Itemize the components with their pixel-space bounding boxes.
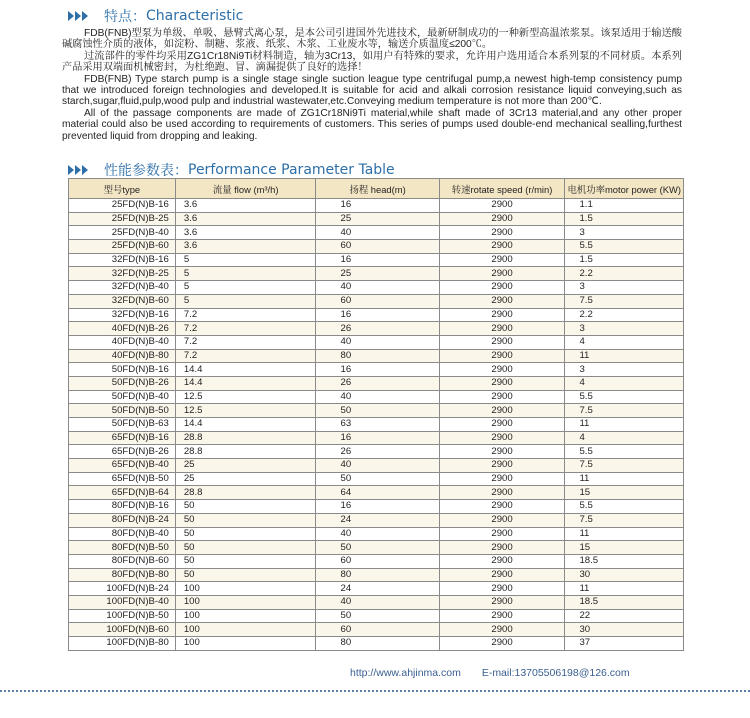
table-cell: 25FD(N)B-40 — [69, 226, 176, 240]
table-cell: 5.5 — [565, 240, 684, 254]
table-cell: 16 — [316, 308, 439, 322]
table-row — [69, 226, 684, 240]
heading-zh: 特点： — [104, 9, 146, 25]
table-row — [69, 335, 684, 349]
footer-contact — [350, 667, 648, 679]
table-cell: 16 — [316, 500, 439, 514]
table-row — [69, 431, 684, 445]
table-cell: 2900 — [439, 308, 565, 322]
table-cell: 50 — [175, 513, 316, 527]
table-cell: 1.5 — [565, 253, 684, 267]
table-row — [69, 308, 684, 322]
table-cell: 7.5 — [565, 513, 684, 527]
table-cell: 2900 — [439, 212, 565, 226]
table-cell: 40FD(N)B-40 — [69, 335, 176, 349]
table-cell: 25 — [175, 472, 316, 486]
table-row — [69, 363, 684, 377]
table-cell: 5.5 — [565, 445, 684, 459]
heading-zh: 性能参数表： — [104, 163, 188, 179]
table-cell: 80 — [316, 637, 439, 651]
table-cell: 25FD(N)B-60 — [69, 240, 176, 254]
table-cell: 65FD(N)B-40 — [69, 459, 176, 473]
table-cell: 16 — [316, 363, 439, 377]
table-cell: 30 — [565, 623, 684, 637]
table-row — [69, 568, 684, 582]
table-cell: 50FD(N)B-16 — [69, 363, 176, 377]
table-cell: 40 — [316, 527, 439, 541]
table-cell: 32FD(N)B-16 — [69, 253, 176, 267]
table-cell: 2900 — [439, 281, 565, 295]
triple-chevron-right-icon — [68, 165, 90, 175]
table-cell: 50 — [316, 609, 439, 623]
table-cell: 14.4 — [175, 418, 316, 432]
table-cell: 37 — [565, 637, 684, 651]
table-cell: 32FD(N)B-40 — [69, 281, 176, 295]
col-header-flow: 流量 flow (m³/h) — [175, 179, 316, 199]
table-cell: 40 — [316, 281, 439, 295]
table-cell: 11 — [565, 349, 684, 363]
table-row — [69, 513, 684, 527]
footer-divider — [0, 690, 750, 692]
col-header-head: 扬程 head(m) — [316, 179, 439, 199]
table-cell: 25 — [316, 212, 439, 226]
table-cell: 15 — [565, 486, 684, 500]
table-cell: 2900 — [439, 390, 565, 404]
table-cell: 80FD(N)B-16 — [69, 500, 176, 514]
performance-table — [68, 178, 684, 651]
table-cell: 100FD(N)B-40 — [69, 595, 176, 609]
table-cell: 63 — [316, 418, 439, 432]
table-row — [69, 472, 684, 486]
table-cell: 2.2 — [565, 267, 684, 281]
table-cell: 40 — [316, 226, 439, 240]
table-cell: 5 — [175, 281, 316, 295]
paragraph-en-1: FDB(FNB) Type starch pump is a single stage single suction league type centrifugal pump,a newest high-temp consistency pump that we introduced foreign technologies and developed.It is suitable for acid and alkali corrosion resistance liquid conveying,such as starch,sugar,fluid,pulp,wood pulp and industrial wastewater,etc.Conveying medium temperature is not more than 200℃. — [62, 73, 682, 108]
table-row — [69, 500, 684, 514]
paragraph-zh-1: FDB(FNB)型泵为单级、单吸、悬臂式离心泵，是本公司引进国外先进技术，最新研制成功的一种新型高温浓浆泵。该泵适用于输送酸碱腐蚀性介质的液体，如淀粉、制糖、浆液、纸浆、木浆、工业废水等，输送介质温度≤200℃。 — [62, 28, 682, 51]
table-cell: 100FD(N)B-80 — [69, 637, 176, 651]
table-cell: 100FD(N)B-24 — [69, 582, 176, 596]
table-cell: 60 — [316, 240, 439, 254]
section-heading-characteristic — [68, 6, 243, 26]
table-cell: 3.6 — [175, 240, 316, 254]
table-cell: 26 — [316, 322, 439, 336]
website-link[interactable]: http://www.ahjinma.com — [350, 667, 461, 679]
table-cell: 100 — [175, 637, 316, 651]
table-cell: 12.5 — [175, 390, 316, 404]
table-cell: 2900 — [439, 513, 565, 527]
table-cell: 18.5 — [565, 595, 684, 609]
table-body — [69, 199, 684, 651]
table-row — [69, 376, 684, 390]
table-cell: 26 — [316, 445, 439, 459]
table-row — [69, 554, 684, 568]
table-cell: 16 — [316, 431, 439, 445]
table-cell: 2900 — [439, 431, 565, 445]
table-cell: 32FD(N)B-60 — [69, 294, 176, 308]
table-cell: 80FD(N)B-80 — [69, 568, 176, 582]
table-row — [69, 541, 684, 555]
table-cell: 3.6 — [175, 212, 316, 226]
table-cell: 3.6 — [175, 199, 316, 213]
table-cell: 12.5 — [175, 404, 316, 418]
table-row — [69, 212, 684, 226]
table-cell: 2900 — [439, 500, 565, 514]
table-cell: 25 — [175, 459, 316, 473]
table-cell: 65FD(N)B-16 — [69, 431, 176, 445]
table-cell: 3.6 — [175, 226, 316, 240]
paragraph-en-2: All of the passage components are made of ZG1Cr18Ni9Ti material,while shaft made of 3Cr13 material,and any other proper material could also be used according to requirements of customers. This series of pumps used double-end mechanical sealling,furthest prevented liquid from dropping and leaking. — [62, 107, 682, 142]
table-cell: 40FD(N)B-26 — [69, 322, 176, 336]
table-cell: 80FD(N)B-60 — [69, 554, 176, 568]
table-cell: 50 — [175, 568, 316, 582]
col-header-speed: 转速rotate speed (r/min) — [439, 179, 565, 199]
table-cell: 100 — [175, 582, 316, 596]
table-cell: 24 — [316, 582, 439, 596]
table-cell: 2900 — [439, 472, 565, 486]
table-cell: 1.1 — [565, 199, 684, 213]
table-cell: 100FD(N)B-60 — [69, 623, 176, 637]
table-row — [69, 609, 684, 623]
table-cell: 7.2 — [175, 349, 316, 363]
table-cell: 80FD(N)B-40 — [69, 527, 176, 541]
table-cell: 5 — [175, 267, 316, 281]
table-cell: 100FD(N)B-50 — [69, 609, 176, 623]
table-cell: 5 — [175, 294, 316, 308]
table-row — [69, 240, 684, 254]
table-cell: 2900 — [439, 335, 565, 349]
table-cell: 65FD(N)B-26 — [69, 445, 176, 459]
table-cell: 2900 — [439, 253, 565, 267]
table-cell: 3 — [565, 322, 684, 336]
table-cell: 40 — [316, 335, 439, 349]
table-cell: 28.8 — [175, 445, 316, 459]
heading-en: Characteristic — [146, 8, 244, 24]
table-cell: 60 — [316, 294, 439, 308]
email-link[interactable]: E-mail:13705506198@126.com — [481, 667, 630, 679]
table-cell: 2900 — [439, 363, 565, 377]
table-cell: 100 — [175, 609, 316, 623]
table-cell: 2900 — [439, 294, 565, 308]
table-cell: 4 — [565, 431, 684, 445]
table-cell: 11 — [565, 582, 684, 596]
table-cell: 2900 — [439, 623, 565, 637]
table-row — [69, 404, 684, 418]
table-cell: 2900 — [439, 609, 565, 623]
table-cell: 25FD(N)B-25 — [69, 212, 176, 226]
table-cell: 7.5 — [565, 294, 684, 308]
table-cell: 64 — [316, 486, 439, 500]
table-cell: 3 — [565, 281, 684, 295]
table-cell: 2900 — [439, 582, 565, 596]
table-cell: 16 — [316, 253, 439, 267]
table-cell: 16 — [316, 199, 439, 213]
table-cell: 28.8 — [175, 431, 316, 445]
table-cell: 25FD(N)B-16 — [69, 199, 176, 213]
table-cell: 2900 — [439, 459, 565, 473]
table-cell: 50 — [316, 541, 439, 555]
table-cell: 2900 — [439, 226, 565, 240]
table-cell: 2900 — [439, 349, 565, 363]
table-cell: 50FD(N)B-50 — [69, 404, 176, 418]
table-cell: 4 — [565, 335, 684, 349]
table-cell: 100 — [175, 623, 316, 637]
table-cell: 2900 — [439, 554, 565, 568]
paragraph-zh-2: 过流部件的零件均采用ZG1Cr18Ni9Ti材料制造，轴为3Cr13，如用户有特殊的要求，允许用户选用适合本系列泵的不同材质。本系列产品采用双端面机械密封，为杜绝跑、冒、滴漏提供了良好的选择！ — [62, 50, 682, 74]
table-cell: 2900 — [439, 240, 565, 254]
table-cell: 2900 — [439, 199, 565, 213]
table-row — [69, 527, 684, 541]
table-cell: 80FD(N)B-50 — [69, 541, 176, 555]
table-cell: 65FD(N)B-64 — [69, 486, 176, 500]
table-cell: 18.5 — [565, 554, 684, 568]
table-row — [69, 418, 684, 432]
table-cell: 3 — [565, 226, 684, 240]
table-row — [69, 595, 684, 609]
table-cell: 40 — [316, 595, 439, 609]
table-cell: 2900 — [439, 595, 565, 609]
table-header-row — [69, 179, 684, 199]
table-cell: 2900 — [439, 486, 565, 500]
table-cell: 50 — [175, 554, 316, 568]
table-cell: 7.5 — [565, 459, 684, 473]
table-cell: 5 — [175, 253, 316, 267]
table-cell: 2900 — [439, 445, 565, 459]
table-cell: 30 — [565, 568, 684, 582]
table-cell: 7.2 — [175, 335, 316, 349]
table-row — [69, 199, 684, 213]
table-cell: 5.5 — [565, 500, 684, 514]
table-row — [69, 623, 684, 637]
table-cell: 65FD(N)B-50 — [69, 472, 176, 486]
table-cell: 22 — [565, 609, 684, 623]
table-cell: 4 — [565, 376, 684, 390]
table-cell: 7.5 — [565, 404, 684, 418]
table-row — [69, 486, 684, 500]
table-row — [69, 582, 684, 596]
table-cell: 100 — [175, 595, 316, 609]
table-cell: 2900 — [439, 322, 565, 336]
table-row — [69, 445, 684, 459]
table-cell: 15 — [565, 541, 684, 555]
table-cell: 80 — [316, 349, 439, 363]
table-cell: 5.5 — [565, 390, 684, 404]
table-cell: 50 — [316, 404, 439, 418]
table-cell: 2.2 — [565, 308, 684, 322]
table-cell: 11 — [565, 418, 684, 432]
table-cell: 11 — [565, 527, 684, 541]
table-cell: 2900 — [439, 376, 565, 390]
table-row — [69, 322, 684, 336]
col-header-power: 电机功率motor power (KW) — [565, 179, 684, 199]
table-cell: 2900 — [439, 541, 565, 555]
table-cell: 60 — [316, 554, 439, 568]
table-cell: 50 — [175, 500, 316, 514]
table-cell: 80 — [316, 568, 439, 582]
table-cell: 2900 — [439, 568, 565, 582]
table-cell: 25 — [316, 267, 439, 281]
table-cell: 60 — [316, 623, 439, 637]
table-row — [69, 637, 684, 651]
table-cell: 1.5 — [565, 212, 684, 226]
table-cell: 2900 — [439, 267, 565, 281]
table-cell: 50FD(N)B-40 — [69, 390, 176, 404]
table-row — [69, 281, 684, 295]
table-cell: 14.4 — [175, 363, 316, 377]
table-cell: 3 — [565, 363, 684, 377]
section-heading-performance — [68, 160, 395, 180]
table-row — [69, 267, 684, 281]
table-row — [69, 349, 684, 363]
table-cell: 24 — [316, 513, 439, 527]
characteristic-text — [62, 28, 682, 142]
table-row — [69, 253, 684, 267]
table-cell: 14.4 — [175, 376, 316, 390]
table-cell: 50 — [175, 541, 316, 555]
col-header-type: 型号type — [69, 179, 176, 199]
table-cell: 7.2 — [175, 308, 316, 322]
table-row — [69, 390, 684, 404]
table-cell: 32FD(N)B-25 — [69, 267, 176, 281]
table-row — [69, 459, 684, 473]
table-cell: 32FD(N)B-16 — [69, 308, 176, 322]
table-row — [69, 294, 684, 308]
heading-en: Performance Parameter Table — [188, 162, 395, 178]
table-cell: 50 — [175, 527, 316, 541]
table-cell: 50FD(N)B-26 — [69, 376, 176, 390]
table-cell: 50FD(N)B-63 — [69, 418, 176, 432]
table-cell: 40 — [316, 459, 439, 473]
table-cell: 2900 — [439, 637, 565, 651]
table-cell: 80FD(N)B-24 — [69, 513, 176, 527]
table-cell: 7.2 — [175, 322, 316, 336]
table-cell: 28.8 — [175, 486, 316, 500]
table-cell: 2900 — [439, 418, 565, 432]
table-cell: 40FD(N)B-80 — [69, 349, 176, 363]
triple-chevron-right-icon — [68, 11, 90, 21]
table-cell: 2900 — [439, 527, 565, 541]
table-cell: 50 — [316, 472, 439, 486]
table-cell: 2900 — [439, 404, 565, 418]
table-cell: 40 — [316, 390, 439, 404]
table-cell: 11 — [565, 472, 684, 486]
table-cell: 26 — [316, 376, 439, 390]
